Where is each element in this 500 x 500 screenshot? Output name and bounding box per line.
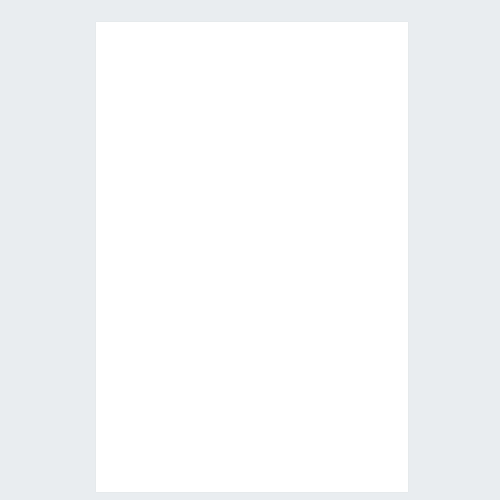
notebook-page	[96, 22, 408, 492]
binder-holes-left	[102, 52, 112, 472]
binder-holes-top	[124, 32, 388, 44]
